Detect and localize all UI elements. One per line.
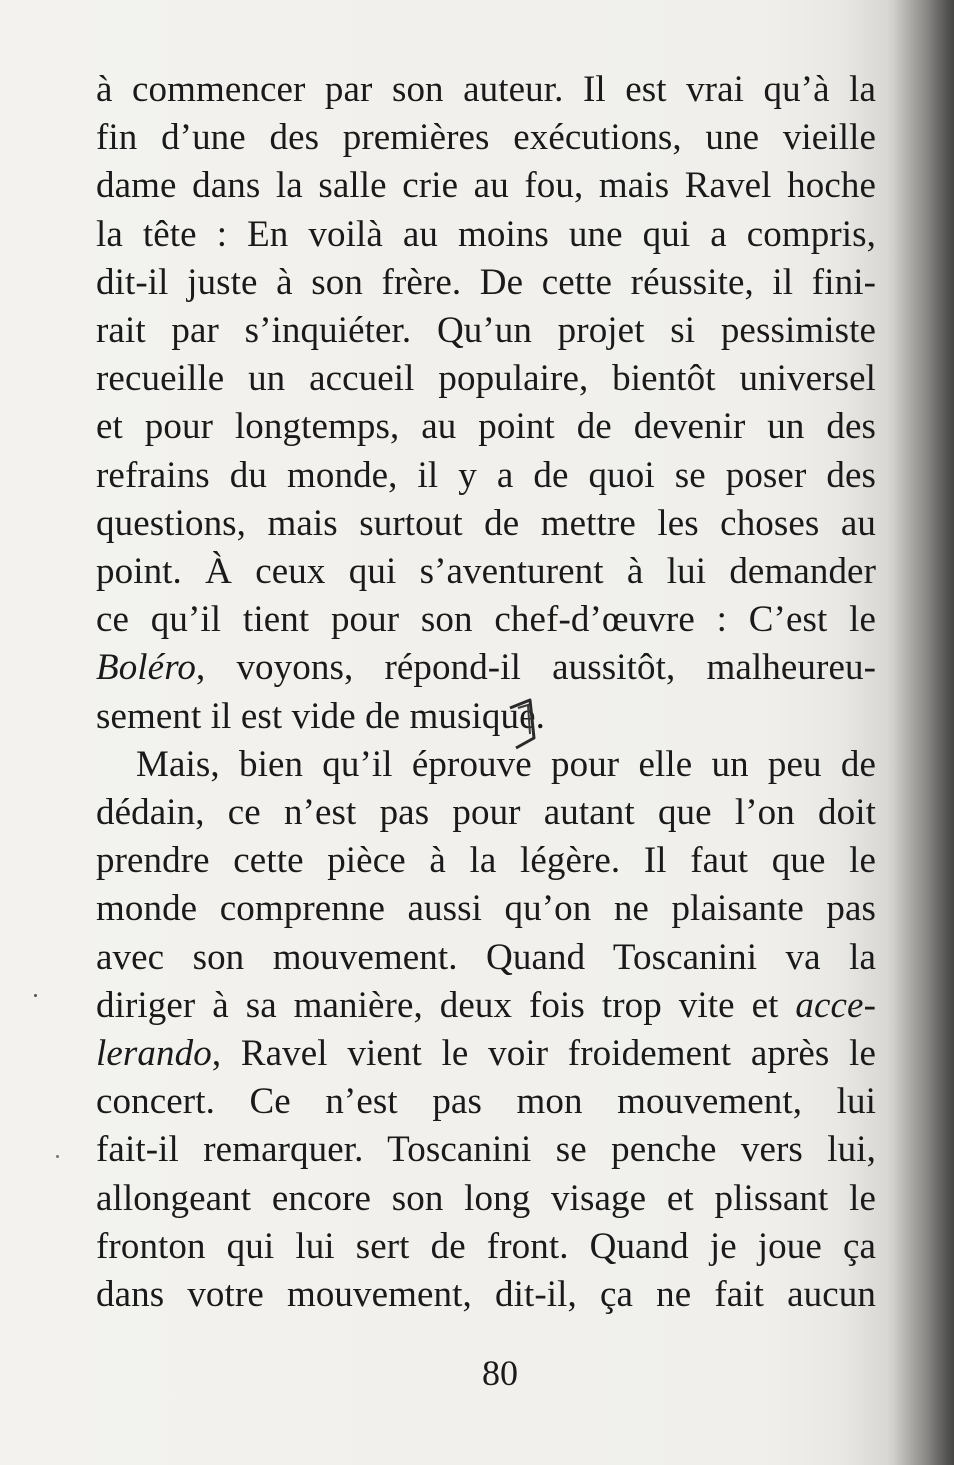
line-text: la tête : En voilà au moins une qui a compris,: [96, 213, 876, 255]
line-text: dame dans la salle crie au fou, mais Ravel hoche: [96, 165, 876, 207]
text-line: [96, 741, 876, 789]
text-line: [96, 1126, 876, 1174]
line-text: diriger à sa manière, deux fois trop vite et: [96, 984, 796, 1026]
line-text: dit-il juste à son frère. De cette réussite, il fini-: [96, 261, 876, 303]
line-text: point. À ceux qui s’aventurent à lui demander: [96, 551, 876, 592]
text-line: [96, 934, 876, 982]
text-line: [96, 114, 876, 162]
text-line: [96, 1271, 876, 1319]
text-line: [96, 548, 876, 596]
paper-speck: [56, 1155, 59, 1158]
text-line: [96, 596, 876, 644]
text-line: [96, 837, 876, 885]
text-line: [96, 403, 876, 451]
text-line: [96, 982, 876, 1030]
text-line: [96, 355, 876, 403]
text-line: [96, 259, 876, 307]
line-text: dans votre mouvement, dit-il, ça ne fait aucun: [96, 1274, 876, 1315]
text-line: [96, 1030, 876, 1078]
paper-speck: [34, 994, 37, 997]
line-text: prendre cette pièce à la légère. Il faut que le: [96, 840, 876, 882]
line-text: ce qu’il tient pour son chef-d’œuvre : C’est le: [96, 599, 876, 641]
text-line: [96, 885, 876, 933]
text-line: [96, 211, 876, 259]
line-text: questions, mais surtout de mettre les choses au: [96, 502, 876, 544]
text-line: [96, 789, 876, 837]
line-text: fronton qui lui sert de front. Quand je joue ça: [96, 1225, 876, 1267]
text-line: [96, 162, 876, 210]
line-text: allongeant encore son long visage et plissant le: [96, 1177, 876, 1219]
line-text: à commencer par son auteur. Il est vrai qu’à la: [96, 69, 876, 110]
line-text: et pour longtemps, au point de devenir un des: [96, 406, 876, 448]
line-text: concert. Ce n’est pas mon mouvement, lui: [96, 1081, 876, 1123]
line-text: fait-il remarquer. Toscanini se penche vers lui,: [96, 1129, 876, 1171]
line-text: sement il est vide de musique.: [96, 695, 545, 737]
spine-shadow: [894, 0, 954, 1465]
italic-text: lerando: [96, 1033, 212, 1074]
line-text: fin d’une des premières exécutions, une vieille: [96, 117, 876, 159]
text-line: [96, 1078, 876, 1126]
text-line: [96, 644, 876, 692]
text-line: [96, 1223, 876, 1271]
line-text: monde comprenne aussi qu’on ne plaisante pas: [96, 888, 876, 930]
line-text: rait par s’inquiéter. Qu’un projet si pessimiste: [96, 310, 876, 351]
line-text: refrains du monde, il y a de quoi se poser des: [96, 454, 876, 496]
text-line: [96, 452, 876, 500]
line-text: avec son mouvement. Quand Toscanini va la: [96, 936, 876, 978]
italic-text: Boléro: [96, 647, 196, 689]
line-text: dédain, ce n’est pas pour autant que l’on doit: [96, 792, 876, 833]
italic-text: acce-: [795, 984, 876, 1026]
line-text: , voyons, répond-il aussitôt, malheureu-: [195, 647, 876, 689]
line-text: Mais, bien qu’il éprouve pour elle un peu de: [136, 743, 876, 785]
text-line: [96, 66, 876, 114]
page-number: 80: [482, 1353, 518, 1393]
text-line: [96, 693, 876, 741]
text-line: [96, 500, 876, 548]
line-text: recueille un accueil populaire, bientôt universel: [96, 358, 876, 400]
text-line: [96, 1175, 876, 1223]
pencil-bracket-mark: [508, 694, 568, 754]
text-line: [96, 307, 876, 355]
line-text: , Ravel vient le voir froidement après le: [211, 1033, 876, 1074]
